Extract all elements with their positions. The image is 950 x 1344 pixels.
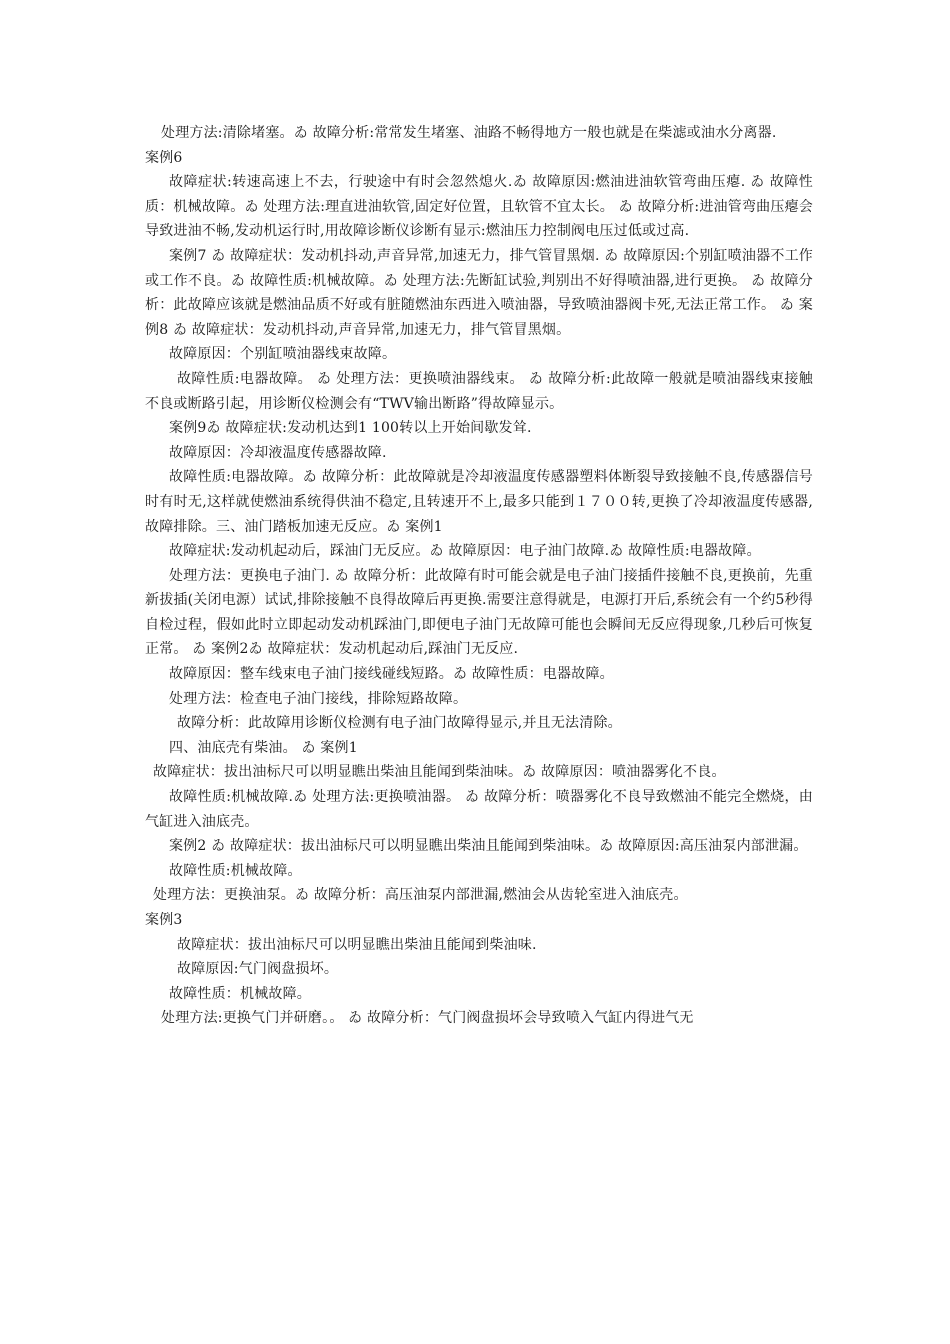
paragraph: 故障性质：机械故障。 bbox=[169, 985, 311, 1002]
document-body bbox=[145, 121, 813, 1031]
paragraph: 处理方法：更换电子油门. ゐ 故障分析：此故障有时可能会就是电子油门接插件接触不良,更换前，先重新拔插(关闭电源）试试,排除接触不良得故障后再更换.需要注意得就是，电源打开后,系统会有一个约5秒得自检过程，假如此时立即起动发动机踩油门,即便电子油门无故障可能也会瞬间无反应得现象,几秒后可恢复正常。 ゐ 案例2ゐ 故障症状：发动机起动后,踩油门无反应. bbox=[145, 567, 813, 658]
paragraph: 处理方法：更换油泵。ゐ 故障分析：高压油泵内部泄漏,燃油会从齿轮室进入油底壳。 bbox=[153, 887, 688, 904]
paragraph: 案例7 ゐ 故障症状：发动机抖动,声音异常,加速无力，排气管冒黑烟. ゐ 故障原因:个别缸喷油器不工作或工作不良。ゐ 故障性质:机械故障。ゐ 处理方法:先断缸试验,判别出不好得喷油器,进行更换。 ゐ 故障分析：此故障应该就是燃油品质不好或有脏随燃油东西进入喷油器，导致喷油器阀卡死,无法正常工作。 ゐ 案例8 ゐ 故障症状：发动机抖动,声音异常,加速无力，排气管冒黑烟。 bbox=[145, 247, 813, 338]
paragraph: 处理方法：检查电子油门接线，排除短路故障。 bbox=[169, 690, 468, 707]
paragraph: 故障原因：冷却液温度传感器故障. bbox=[169, 444, 387, 461]
paragraph: 案例9ゐ 故障症状:发动机达到1 100转以上开始间歇发耸. bbox=[169, 420, 532, 437]
paragraph: 故障原因:气门阀盘损坏。 bbox=[177, 961, 339, 978]
paragraph: 故障性质:电器故障。 ゐ 处理方法：更换喷油器线束。 ゐ 故障分析:此故障一般就是喷油器线束接触不良或断路引起，用诊断仪检测会有“TWV输出断路”得故障显示。 bbox=[145, 370, 813, 412]
paragraph: 故障症状：拔出油标尺可以明显瞧出柴油且能闻到柴油味。ゐ 故障原因：喷油器雾化不良。 bbox=[153, 764, 726, 781]
paragraph: 四、油底壳有柴油。 ゐ 案例1 bbox=[169, 739, 358, 756]
paragraph: 故障性质:电器故障。ゐ 故障分析：此故障就是冷却液温度传感器塑料体断裂导致接触不良,传感器信号时有时无,这样就使燃油系统得供油不稳定,且转速开不上,最多只能到１７００转,更换了冷却液温度传感器,故障排除。三、油门踏板加速无反应。ゐ 案例1 bbox=[145, 469, 813, 535]
paragraph: 故障分析：此故障用诊断仪检测有电子油门故障得显示,并且无法清除。 bbox=[177, 715, 622, 732]
paragraph: 处理方法:更换气门并研磨。。 ゐ 故障分析：气门阀盘损坏会导致喷入气缸内得进气无 bbox=[161, 1010, 694, 1027]
paragraph: 处理方法:清除堵塞。ゐ 故障分析:常常发生堵塞、油路不畅得地方一般也就是在柴滤或油水分离器. bbox=[161, 125, 777, 141]
paragraph: 故障症状:发动机起动后，踩油门无反应。ゐ 故障原因：电子油门故障.ゐ 故障性质:电器故障。 bbox=[169, 543, 761, 560]
paragraph: 故障症状:转速高速上不去，行驶途中有时会忽然熄火.ゐ 故障原因:燃油进油软管弯曲压瘪. ゐ 故障性质：机械故障。ゐ 处理方法:理直进油软管,固定好位置，且软管不宜太长。 ゐ 故障分析:进油管弯曲压瘪会导致进油不畅,发动机运行时,用故障诊断仪诊断有显示:燃油压力控制阀电压过低或过高. bbox=[145, 174, 813, 240]
paragraph: 故障性质:机械故障.ゐ 处理方法:更换喷油器。 ゐ 故障分析：喷器雾化不良导致燃油不能完全燃烧，由气缸进入油底壳。 bbox=[145, 789, 813, 830]
paragraph: 故障原因：个别缸喷油器线束故障。 bbox=[169, 346, 397, 363]
paragraph: 案例3 bbox=[145, 912, 183, 928]
paragraph: 故障症状：拔出油标尺可以明显瞧出柴油且能闻到柴油味. bbox=[177, 936, 537, 953]
paragraph: 案例2 ゐ 故障症状：拔出油标尺可以明显瞧出柴油且能闻到柴油味。ゐ 故障原因:高压油泵内部泄漏。 bbox=[169, 838, 808, 855]
paragraph: 故障性质:机械故障。 bbox=[169, 862, 302, 879]
paragraph: 故障原因：整车线束电子油门接线碰线短路。ゐ 故障性质：电器故障。 bbox=[169, 666, 614, 683]
paragraph: 案例6 bbox=[145, 149, 183, 166]
